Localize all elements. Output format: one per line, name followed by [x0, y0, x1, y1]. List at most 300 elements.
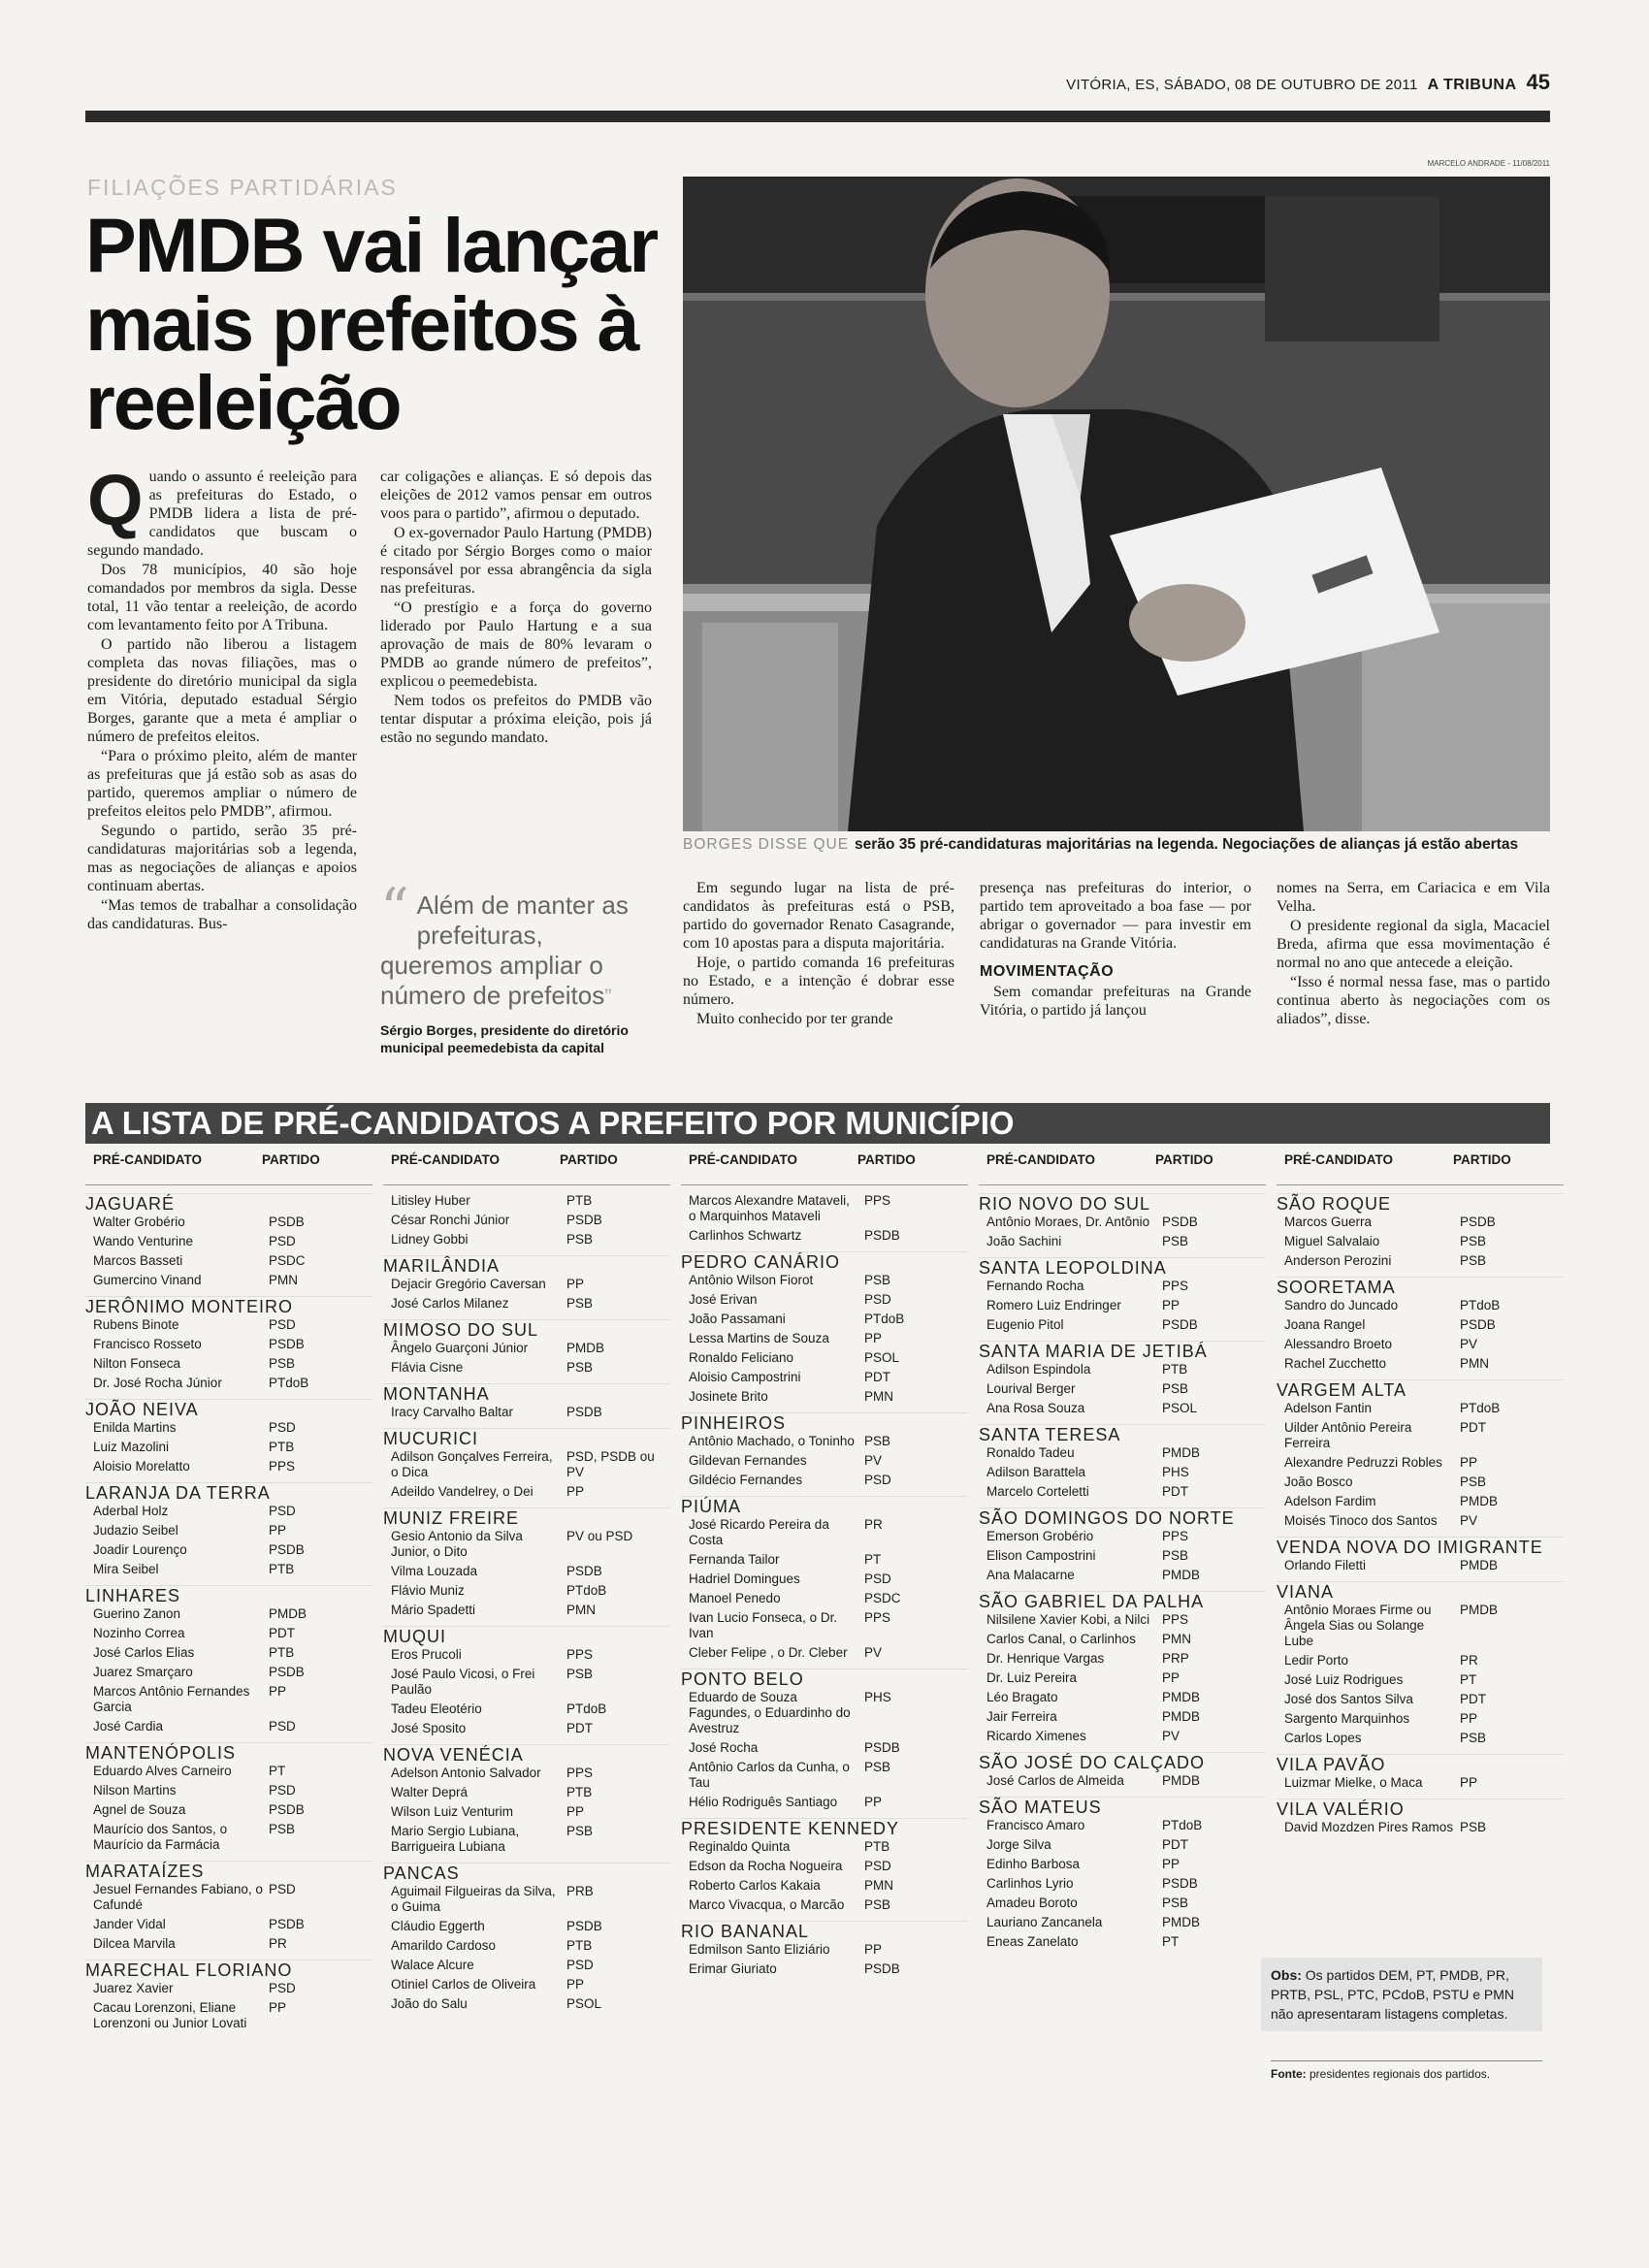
table-column-4 [979, 1152, 1266, 1954]
candidate-party: PSD [269, 1234, 296, 1248]
municipality-name: VILA PAVÃO [1277, 1754, 1564, 1775]
candidate-name: José Paulo Vicosi, o Frei Paulão [391, 1667, 535, 1697]
source-text: presidentes regionais dos partidos. [1310, 2067, 1491, 2081]
candidate-party: PSD, PSDB ou PV [566, 1449, 655, 1479]
candidate-name: Carlinhos Schwartz [689, 1228, 802, 1243]
table-header [1277, 1152, 1564, 1185]
candidate-name: Maurício dos Santos, o Maurício da Farmácia [93, 1822, 228, 1852]
table-row [383, 1785, 670, 1800]
candidate-party: PTdoB [566, 1583, 607, 1598]
candidate-party: PMN [269, 1273, 298, 1287]
candidate-party: PMDB [1162, 1915, 1201, 1929]
candidate-party: PTB [1162, 1362, 1188, 1377]
candidate-party: PSB [566, 1296, 594, 1311]
candidate-name: Adilson Espindola [986, 1362, 1091, 1377]
candidate-party: PP [864, 1942, 883, 1957]
municipality-name: MUCURICI [383, 1428, 670, 1449]
candidate-party: PP [566, 1977, 585, 1992]
candidate-name: Eugenio Pitol [986, 1317, 1064, 1332]
candidate-party: PT [1460, 1672, 1477, 1687]
candidate-name: Dr. Luiz Pereira [986, 1670, 1078, 1685]
paragraph: Segundo o partido, serão 35 pré-candidaturas majoritárias sob a legenda, mas as negociações de alianças e apoios continuam abertas. [87, 823, 357, 894]
table-row [85, 1719, 372, 1734]
candidate-party: PP [864, 1795, 883, 1809]
table-row [979, 1651, 1266, 1667]
table-row [85, 1215, 372, 1230]
table-row [85, 2000, 372, 2031]
candidate-name: Iracy Carvalho Baltar [391, 1405, 514, 1419]
candidate-party: PV [864, 1645, 883, 1660]
municipality-name: MARECHAL FLORIANO [85, 1960, 372, 1981]
candidate-name: Adilson Barattela [986, 1465, 1086, 1479]
table-row [383, 1804, 670, 1820]
municipality-name: MARILÂNDIA [383, 1255, 670, 1277]
candidate-party: PV [1162, 1729, 1180, 1743]
candidate-name: Orlando Filetti [1284, 1558, 1367, 1572]
candidate-name: Carlos Canal, o Carlinhos [986, 1632, 1136, 1646]
municipality-name: SANTA LEOPOLDINA [979, 1257, 1266, 1279]
table-row [1277, 1731, 1564, 1746]
table-row [681, 1839, 968, 1855]
table-row [1277, 1356, 1564, 1372]
header-party: PARTIDO [857, 1152, 916, 1167]
article-column-2 [380, 468, 652, 748]
candidate-party: PV [864, 1453, 883, 1468]
candidate-party: PTB [269, 1440, 295, 1454]
candidate-party: PP [1162, 1857, 1180, 1871]
table-row [681, 1690, 968, 1736]
candidate-name: Joadir Lourenço [93, 1542, 187, 1557]
table-row [85, 1665, 372, 1680]
candidate-name: José Carlos Elias [93, 1645, 195, 1660]
table-row [979, 1876, 1266, 1892]
header-rule [85, 111, 1550, 122]
table-row [383, 1449, 670, 1480]
candidate-name: Agnel de Souza [93, 1802, 186, 1817]
candidate-party: PPS [1162, 1529, 1189, 1543]
table-row [681, 1292, 968, 1308]
candidate-party: PSB [1460, 1234, 1487, 1248]
candidate-name: José Cardia [93, 1719, 164, 1733]
candidate-party: PTdoB [864, 1312, 905, 1326]
candidate-name: Ivan Lucio Fonseca, o Dr. Ivan [689, 1610, 838, 1640]
candidate-name: Manoel Penedo [689, 1591, 781, 1605]
table-source [1271, 2060, 1542, 2084]
candidate-name: Antônio Moraes, Dr. Antônio [986, 1215, 1150, 1229]
candidate-party: PSDB [1162, 1876, 1198, 1891]
candidate-name: Eros Prucoli [391, 1647, 462, 1662]
municipality-name: PANCAS [383, 1863, 670, 1884]
table-row [85, 1981, 372, 1996]
paragraph: nomes na Serra, em Cariacica e em Vila Velha. [1277, 880, 1550, 915]
candidate-name: Sandro do Juncado [1284, 1298, 1399, 1312]
table-row [681, 1517, 968, 1548]
candidate-party: PMDB [269, 1606, 307, 1621]
candidate-party: PSB [1460, 1474, 1487, 1489]
candidate-name: César Ronchi Júnior [391, 1213, 510, 1227]
municipality-name: MANTENÓPOLIS [85, 1742, 372, 1764]
candidate-party: PP [566, 1277, 585, 1291]
table-row [383, 1647, 670, 1663]
candidate-name: Lauriano Zancanela [986, 1915, 1103, 1929]
table-row [85, 1606, 372, 1622]
candidate-name: João do Salu [391, 1996, 468, 2011]
table-row [383, 1919, 670, 1934]
candidate-party: PTB [864, 1839, 890, 1854]
table-row [681, 1434, 968, 1449]
header-party: PARTIDO [262, 1152, 320, 1167]
municipality-name: MARATAÍZES [85, 1861, 372, 1882]
table-row [1277, 1672, 1564, 1688]
table-row [681, 1645, 968, 1661]
candidate-name: Aguimail Filgueiras da Silva, o Guima [391, 1884, 556, 1914]
candidate-party: PPS [864, 1193, 891, 1208]
candidate-party: PSB [566, 1667, 594, 1681]
table-row [681, 1193, 968, 1224]
table-row [85, 1684, 372, 1715]
candidate-party: PSD [269, 1981, 296, 1995]
table-row [681, 1571, 968, 1587]
paragraph: O ex-governador Paulo Hartung (PMDB) é citado por Sérgio Borges como o maior responsável por essa abrangência da sigla nas prefeituras. [380, 525, 652, 597]
candidate-party: PP [566, 1484, 585, 1499]
table-note [1261, 1958, 1542, 2031]
table-row [1277, 1692, 1564, 1707]
candidate-name: Miguel Salvalaio [1284, 1234, 1380, 1248]
candidate-name: Alessandro Broeto [1284, 1337, 1393, 1351]
candidate-name: Rubens Binote [93, 1317, 179, 1332]
table-row [383, 1824, 670, 1855]
candidate-name: Walter Deprá [391, 1785, 469, 1799]
headline: PMDB vai lançar mais prefeitos à reeleição [85, 202, 658, 445]
candidate-name: Juarez Smarçaro [93, 1665, 193, 1679]
candidate-party: PDT [269, 1626, 295, 1640]
table-row [979, 1632, 1266, 1647]
table-row [979, 1670, 1266, 1686]
candidate-party: PV [1460, 1513, 1478, 1528]
municipality-name: VILA VALÉRIO [1277, 1798, 1564, 1820]
candidate-name: Marcelo Corteletti [986, 1484, 1089, 1499]
table-row [383, 1529, 670, 1560]
table-row [383, 1884, 670, 1915]
candidate-name: Elison Campostrini [986, 1548, 1096, 1563]
candidate-name: Juarez Xavier [93, 1981, 174, 1995]
table-row [383, 1721, 670, 1736]
candidate-name: Léo Bragato [986, 1690, 1058, 1704]
paragraph: “Para o próximo pleito, além de manter as prefeituras que já estão sob as asas do partido, queremos ampliar o número de prefeitos eleitos pelo PMDB”, afirmou. [87, 748, 357, 820]
candidate-name: Ledir Porto [1284, 1653, 1349, 1668]
candidate-party: PP [269, 2000, 287, 2015]
table-row [979, 1568, 1266, 1583]
candidate-party: PMN [1460, 1356, 1489, 1371]
table-row [383, 1766, 670, 1781]
table-row [979, 1401, 1266, 1416]
candidate-name: Nozinho Correa [93, 1626, 185, 1640]
candidate-name: Marcos Antônio Fernandes Garcia [93, 1684, 250, 1714]
page-header [85, 70, 1550, 99]
candidate-party: PMDB [1162, 1773, 1201, 1788]
table-row [979, 1690, 1266, 1705]
candidate-party: PSOL [566, 1996, 602, 2011]
table-row [383, 1484, 670, 1500]
municipality-name: MONTANHA [383, 1383, 670, 1405]
note-text: Os partidos DEM, PT, PMDB, PR, PRTB, PSL, PTC, PCdoB, PSTU e PMN não apresentaram listagens completas. [1271, 1967, 1515, 2022]
candidate-party: PSB [864, 1760, 891, 1774]
candidate-party: PTB [269, 1645, 295, 1660]
candidate-party: PSB [566, 1232, 594, 1247]
page-number: 45 [1526, 70, 1550, 94]
candidate-party: PHS [864, 1690, 891, 1704]
candidate-name: Joana Rangel [1284, 1317, 1366, 1332]
candidate-party: PSD [566, 1958, 594, 1972]
table-row [979, 1837, 1266, 1853]
table-row [681, 1473, 968, 1488]
table-row [681, 1961, 968, 1977]
candidate-party: PMN [566, 1603, 596, 1617]
table-row [383, 1360, 670, 1376]
header-party: PARTIDO [560, 1152, 618, 1167]
candidate-party: PSD [269, 1420, 296, 1435]
table-row [1277, 1494, 1564, 1509]
municipality-name: RIO NOVO DO SUL [979, 1193, 1266, 1215]
candidate-name: Gesio Antonio da Silva Junior, o Dito [391, 1529, 523, 1559]
table-column-3 [681, 1152, 968, 1981]
candidate-party: PSDB [566, 1405, 602, 1419]
candidate-party: PSDB [1460, 1317, 1496, 1332]
candidate-name: Jorge Silva [986, 1837, 1051, 1852]
paragraph: presença nas prefeituras do interior, o partido tem aproveitado a boa fase — por abrigar o governador — para investir em candidaturas na Grande Vitória. [980, 880, 1251, 952]
candidate-name: Otiniel Carlos de Oliveira [391, 1977, 536, 1992]
table-row [383, 1405, 670, 1420]
spacer [681, 1185, 968, 1193]
table-row [1277, 1298, 1564, 1313]
candidate-party: PTB [566, 1193, 593, 1208]
candidate-party: PSDB [566, 1564, 602, 1578]
candidate-party: PMDB [566, 1341, 605, 1355]
table-row [681, 1370, 968, 1385]
table-row [1277, 1513, 1564, 1529]
candidate-party: PSD [864, 1859, 891, 1873]
candidate-party: PP [1162, 1670, 1180, 1685]
quote-attribution: Sérgio Borges, presidente do diretório municipal peemedebista da capital [380, 1022, 629, 1055]
candidate-party: PSD [269, 1317, 296, 1332]
table-row [1277, 1455, 1564, 1471]
candidate-name: Francisco Rosseto [93, 1337, 202, 1351]
table-row [681, 1740, 968, 1756]
candidate-name: José Luiz Rodrigues [1284, 1672, 1404, 1687]
candidate-name: Gumercino Vinand [93, 1273, 202, 1287]
candidate-name: Lourival Berger [986, 1381, 1076, 1396]
municipality-name: PONTO BELO [681, 1669, 968, 1690]
municipality-name: SOORETAMA [1277, 1277, 1564, 1298]
candidate-name: Tadeu Eleotério [391, 1701, 482, 1716]
candidate-party: PSDB [269, 1802, 305, 1817]
candidate-name: Fernanda Tailor [689, 1552, 780, 1567]
header-party: PARTIDO [1453, 1152, 1511, 1167]
paragraph: Em segundo lugar na lista de pré-candidatos às prefeituras está o PSB, partido do governador Renato Casagrande, com 10 apostas para a disputa majoritária. [683, 880, 954, 952]
table-row [681, 1312, 968, 1327]
table-row [681, 1942, 968, 1958]
candidate-name: Aderbal Holz [93, 1504, 169, 1518]
candidate-name: Antônio Machado, o Toninho [689, 1434, 855, 1448]
candidate-party: PSDC [269, 1253, 306, 1268]
candidate-name: Flávio Muniz [391, 1583, 465, 1598]
candidate-party: PTdoB [1162, 1818, 1203, 1832]
candidate-name: Lidney Gobbi [391, 1232, 469, 1247]
table-row [979, 1857, 1266, 1872]
table-row [85, 1936, 372, 1952]
paragraph: Muito conhecido por ter grande [696, 1011, 893, 1027]
table-row [383, 1958, 670, 1973]
candidate-name: Eneas Zanelato [986, 1934, 1079, 1949]
candidate-party: PPS [1162, 1612, 1189, 1627]
table-row [85, 1645, 372, 1661]
candidate-name: David Mozdzen Pires Ramos [1284, 1820, 1454, 1834]
candidate-party: PSB [1162, 1381, 1189, 1396]
candidate-name: Dilcea Marvila [93, 1936, 176, 1951]
candidate-party: PTdoB [1460, 1298, 1501, 1312]
candidate-party: PRP [1162, 1651, 1189, 1666]
candidate-name: Fernando Rocha [986, 1279, 1084, 1293]
header-candidate: PRÉ-CANDIDATO [391, 1152, 501, 1167]
candidate-party: PSDB [1162, 1215, 1198, 1229]
candidate-name: João Bosco [1284, 1474, 1353, 1489]
article-column-5 [1277, 879, 1550, 1029]
candidate-party: PSD [269, 1504, 296, 1518]
candidate-name: José Rocha [689, 1740, 759, 1755]
candidate-party: PSB [566, 1824, 594, 1838]
candidate-party: PSD [864, 1473, 891, 1487]
table-row [979, 1915, 1266, 1930]
candidate-name: José Erivan [689, 1292, 758, 1307]
candidates-table-title: A LISTA DE PRÉ-CANDIDATOS A PREFEITO POR MUNICÍPIO [85, 1103, 1550, 1144]
candidate-party: PSDC [864, 1591, 901, 1605]
candidate-party: PSD [269, 1719, 296, 1733]
candidate-name: Jair Ferreira [986, 1709, 1057, 1724]
candidate-party: PSB [1460, 1731, 1487, 1745]
municipality-name: SÃO MATEUS [979, 1797, 1266, 1818]
candidate-name: Nilton Fonseca [93, 1356, 181, 1371]
paragraph: Sem comandar prefeituras na Grande Vitória, o partido já lançou [980, 984, 1251, 1019]
table-row [681, 1228, 968, 1244]
table-row [681, 1610, 968, 1641]
table-column-2 [383, 1152, 670, 2016]
table-row [85, 1317, 372, 1333]
candidate-party: PT [269, 1764, 286, 1778]
candidate-name: Carlinhos Lyrio [986, 1876, 1074, 1891]
candidate-name: Alexandre Pedruzzi Robles [1284, 1455, 1442, 1470]
table-row [85, 1523, 372, 1539]
candidate-party: PSDB [864, 1740, 900, 1755]
candidate-name: Antônio Moraes Firme ou Ângela Sias ou Solange Lube [1284, 1603, 1432, 1648]
header-party: PARTIDO [1155, 1152, 1213, 1167]
paragraph: Hoje, o partido comanda 16 prefeituras no Estado, e a intenção é dobrar esse número. [683, 955, 954, 1008]
candidate-party: PSD [864, 1571, 891, 1586]
candidate-name: João Passamani [689, 1312, 786, 1326]
candidate-party: PMN [864, 1389, 893, 1404]
table-row [85, 1626, 372, 1641]
candidate-party: PSB [1460, 1820, 1487, 1834]
table-row [979, 1529, 1266, 1544]
candidate-name: Aloisio Campostrini [689, 1370, 801, 1384]
table-row [383, 1341, 670, 1356]
table-row [383, 1996, 670, 2012]
candidate-name: Nilsilene Xavier Kobi, a Nilci [986, 1612, 1150, 1627]
drop-cap: Q [87, 460, 144, 540]
candidate-party: PTdoB [1460, 1401, 1501, 1415]
table-row [85, 1882, 372, 1913]
table-column-1 [85, 1152, 372, 2035]
table-row [1277, 1401, 1564, 1416]
candidate-party: PSB [1162, 1895, 1189, 1910]
candidate-name: José Ricardo Pereira da Costa [689, 1517, 829, 1547]
newspaper-brand: A TRIBUNA [1427, 77, 1517, 93]
candidate-name: Jesuel Fernandes Fabiano, o Cafundé [93, 1882, 263, 1912]
candidate-party: PDT [566, 1721, 593, 1735]
candidate-name: Amarildo Cardoso [391, 1938, 497, 1953]
candidate-party: PSDB [269, 1665, 305, 1679]
candidate-party: PSD [269, 1882, 296, 1896]
candidate-name: Cleber Felipe , o Dr. Cleber [689, 1645, 848, 1660]
candidate-name: Aloisio Morelatto [93, 1459, 190, 1474]
table-row [383, 1213, 670, 1228]
table-row [85, 1783, 372, 1798]
candidate-party: PPS [566, 1647, 594, 1662]
candidate-party: PSDB [864, 1228, 900, 1243]
municipality-name: SANTA TERESA [979, 1424, 1266, 1445]
table-row [85, 1822, 372, 1853]
candidate-name: Ronaldo Feliciano [689, 1350, 794, 1365]
caption-lead: BORGES DISSE QUE [683, 836, 850, 853]
table-row [979, 1934, 1266, 1950]
table-row [681, 1795, 968, 1810]
table-row [85, 1273, 372, 1288]
candidate-name: Adilson Gonçalves Ferreira, o Dica [391, 1449, 553, 1479]
candidate-name: Eduardo de Souza Fagundes, o Eduardinho do Avestruz [689, 1690, 851, 1735]
candidate-name: Ana Rosa Souza [986, 1401, 1085, 1415]
table-row [681, 1878, 968, 1894]
candidate-name: Amadeu Boroto [986, 1895, 1078, 1910]
candidate-party: PSB [864, 1434, 891, 1448]
source-label: Fonte: [1271, 2067, 1307, 2081]
candidate-name: Erimar Giuriato [689, 1961, 777, 1976]
candidate-party: PT [1162, 1934, 1180, 1949]
table-row [85, 1376, 372, 1391]
header-candidate: PRÉ-CANDIDATO [986, 1152, 1096, 1167]
photo-credit: MARCELO ANDRADE - 11/08/2011 [1427, 159, 1550, 168]
candidate-name: Adelson Fardim [1284, 1494, 1376, 1508]
table-row [681, 1859, 968, 1874]
candidate-party: PMDB [1162, 1709, 1201, 1724]
table-row [1277, 1420, 1564, 1451]
table-row [1277, 1337, 1564, 1352]
paragraph: Dos 78 municípios, 40 são hoje comandados por membros da sigla. Desse total, 11 vão tentar a reeleição, de acordo com levantamento feito por A Tribuna. [87, 562, 357, 633]
candidate-party: PSOL [864, 1350, 900, 1365]
table-row [1277, 1215, 1564, 1230]
candidate-name: Anderson Perozini [1284, 1253, 1392, 1268]
table-row [85, 1337, 372, 1352]
table-row [979, 1317, 1266, 1333]
municipality-name: SÃO JOSÉ DO CALÇADO [979, 1752, 1266, 1773]
table-row [979, 1548, 1266, 1564]
article-column-4 [980, 879, 1251, 1021]
candidate-party: PP [566, 1804, 585, 1819]
candidate-party: PPS [1162, 1279, 1189, 1293]
table-row [979, 1381, 1266, 1397]
subhead: MOVIMENTAÇÃO [980, 963, 1115, 980]
table-row [1277, 1653, 1564, 1669]
candidate-name: Wando Venturine [93, 1234, 194, 1248]
table-row [979, 1484, 1266, 1500]
